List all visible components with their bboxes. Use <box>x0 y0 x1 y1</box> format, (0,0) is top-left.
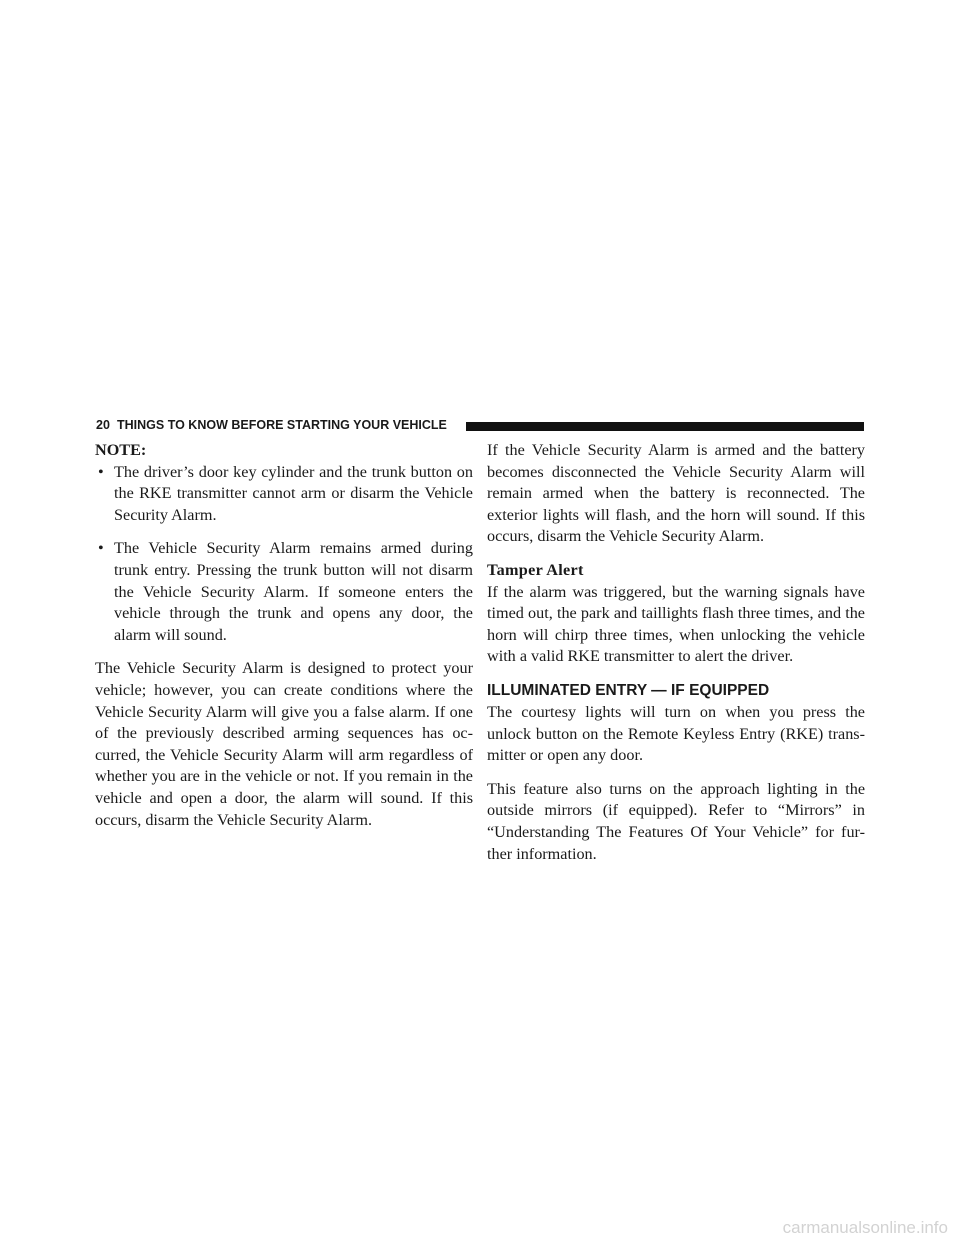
right-column <box>487 440 865 877</box>
bullet-icon: • <box>98 462 104 481</box>
battery-paragraph: If the Vehicle Security Alarm is armed and the battery becomes disconnected the Vehicle Security Alarm will remain armed when the battery is reconnected. The exterior lights will flash, and the horn will sound. If this occurs, disarm the Vehicle Security Alarm. <box>487 441 865 546</box>
approach-lighting-paragraph: This feature also turns on the approach lighting in the outside mirrors (if equipped). Refer to “Mirrors” in “Understanding The Features Of Your Vehicle” for fur-ther information. <box>487 779 865 863</box>
illuminated-entry-paragraph: The courtesy lights will turn on when you press the unlock button on the Remote Keyless Entry (RKE) trans-mitter or open any door. <box>487 702 865 765</box>
watermark: carmanualsonline.info <box>782 1218 948 1237</box>
list-item <box>95 538 473 646</box>
bullet-icon: • <box>98 539 104 558</box>
page-number: 20 <box>96 418 110 432</box>
left-column <box>95 440 473 843</box>
bullet-text: The Vehicle Security Alarm remains armed during trunk entry. Pressing the trunk button will not disarm the Vehicle Security Alarm. If someone enters the vehicle through the trunk and opens any door, the alarm will sound. <box>114 539 473 644</box>
security-alarm-paragraph: The Vehicle Security Alarm is designed to protect your vehicle; however, you can create conditions where the Vehicle Security Alarm will give you a false alarm. If one of the previously described arming sequences has oc-curred, the Vehicle Security Alarm will arm regardless of whether you are in the vehicle or not. If you remain in the vehicle and open a door, the alarm will sound. If this occurs, disarm the Vehicle Security Alarm. <box>95 659 473 829</box>
note-label: NOTE: <box>95 441 147 459</box>
bullet-text: The driver’s door key cylinder and the trunk button on the RKE transmitter cannot arm or disarm the Vehicle Security Alarm. <box>114 462 473 524</box>
section-title: THINGS TO KNOW BEFORE STARTING YOUR VEHICLE <box>117 418 447 432</box>
tamper-alert-heading: Tamper Alert <box>487 560 584 579</box>
tamper-alert-paragraph: If the alarm was triggered, but the warning signals have timed out, the park and taillights flash three times, and the horn will chirp three times, when unlocking the vehicle with a valid RKE transmitter to alert the driver. <box>487 582 865 666</box>
list-item <box>95 462 473 527</box>
page-header <box>96 416 864 436</box>
header-rule <box>466 422 864 431</box>
illuminated-entry-heading: ILLUMINATED ENTRY — IF EQUIPPED <box>487 681 770 699</box>
note-bullet-list <box>95 462 473 647</box>
